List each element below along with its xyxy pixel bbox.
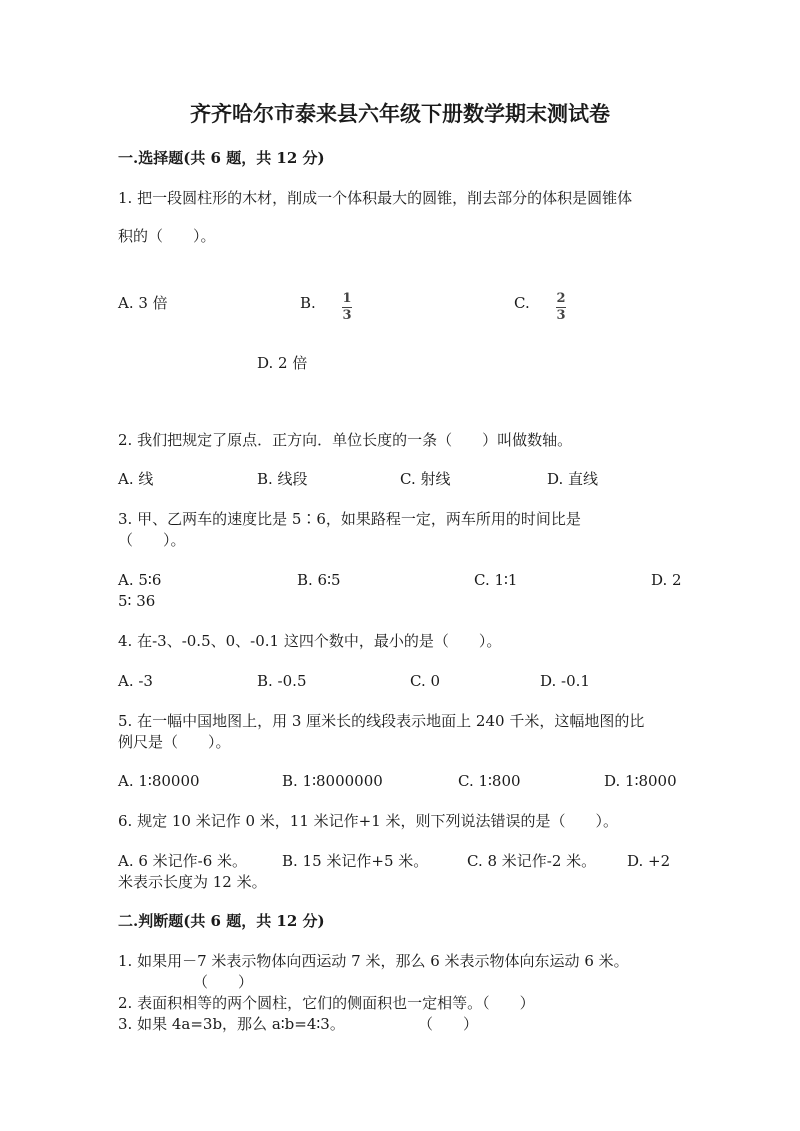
q1-option-b-label: B.: [300, 294, 316, 312]
question-5-line1: 5. 在一幅中国地图上，用 3 厘米长的线段表示地面上 240 千米，这幅地图的比: [118, 712, 645, 730]
judge-question-3-answer: （ ）: [418, 1015, 479, 1033]
q2-option-b: B. 线段: [257, 470, 308, 488]
q6-option-b: B. 15 米记作+5 米。: [282, 852, 429, 870]
q2-option-a: A. 线: [118, 470, 154, 488]
q1-option-c-label: C.: [514, 294, 530, 312]
q6-option-a: A. 6 米记作-6 米。: [118, 852, 248, 870]
section-header-judge: 二.判断题(共 6 题，共 12 分): [118, 912, 325, 930]
judge-question-3: 3. 如果 4a=3b，那么 a∶b=4∶3。: [118, 1015, 345, 1033]
q3-option-d-cont: 5∶ 36: [118, 592, 156, 610]
judge-question-2: 2. 表面积相等的两个圆柱，它们的侧面积也一定相等。（ ）: [118, 994, 535, 1012]
q4-option-a: A. -3: [118, 672, 153, 690]
fraction-denominator: 3: [342, 308, 352, 323]
q3-option-a: A. 5∶6: [118, 571, 162, 589]
q5-option-a: A. 1∶80000: [118, 772, 200, 790]
q4-option-b: B. -0.5: [257, 672, 307, 690]
q1-option-d: D. 2 倍: [257, 354, 308, 372]
q3-option-c: C. 1∶1: [474, 571, 518, 589]
judge-question-1-answer: （ ）: [193, 973, 254, 991]
question-1-line1: 1. 把一段圆柱形的木材，削成一个体积最大的圆锥，削去部分的体积是圆锥体: [118, 189, 633, 207]
q1-option-b-fraction: [342, 287, 352, 323]
fraction-numerator: 1: [342, 291, 352, 306]
fraction-denominator: 3: [556, 308, 566, 323]
question-3-line1: 3. 甲、乙两车的速度比是 5∶6，如果路程一定，两车所用的时间比是: [118, 510, 581, 528]
q1-option-a: A. 3 倍: [118, 294, 168, 312]
question-2: 2. 我们把规定了原点．正方向．单位长度的一条（ ）叫做数轴。: [118, 431, 573, 449]
question-1-line2: 积的（ ）。: [118, 227, 216, 245]
q6-option-c: C. 8 米记作-2 米。: [467, 852, 597, 870]
q2-option-d: D. 直线: [547, 470, 599, 488]
q5-option-b: B. 1∶8000000: [282, 772, 383, 790]
question-4: 4. 在-3、-0.5、0、-0.1 这四个数中，最小的是（ ）。: [118, 632, 502, 650]
q5-option-c: C. 1∶800: [458, 772, 521, 790]
question-5-line2: 例尺是（ ）。: [118, 733, 231, 751]
q6-option-d: D. +2: [627, 852, 671, 870]
section-header-choice: 一.选择题(共 6 题，共 12 分): [118, 149, 325, 167]
q1-option-c-fraction: [556, 287, 566, 323]
q4-option-c: C. 0: [410, 672, 441, 690]
question-3-line2: （ ）。: [118, 531, 186, 549]
question-6: 6. 规定 10 米记作 0 米，11 米记作+1 米，则下列说法错误的是（ ）。: [118, 812, 619, 830]
q6-option-d-cont: 米表示长度为 12 米。: [118, 873, 267, 891]
q4-option-d: D. -0.1: [540, 672, 590, 690]
judge-question-1: 1. 如果用－7 米表示物体向西运动 7 米，那么 6 米表示物体向东运动 6 米。: [118, 952, 629, 970]
q5-option-d: D. 1∶8000: [604, 772, 677, 790]
q2-option-c: C. 射线: [400, 470, 451, 488]
fraction-numerator: 2: [556, 291, 566, 306]
q3-option-d: D. 2: [651, 571, 682, 589]
page-title: 齐齐哈尔市泰来县六年级下册数学期末测试卷: [190, 101, 610, 126]
q3-option-b: B. 6∶5: [297, 571, 341, 589]
